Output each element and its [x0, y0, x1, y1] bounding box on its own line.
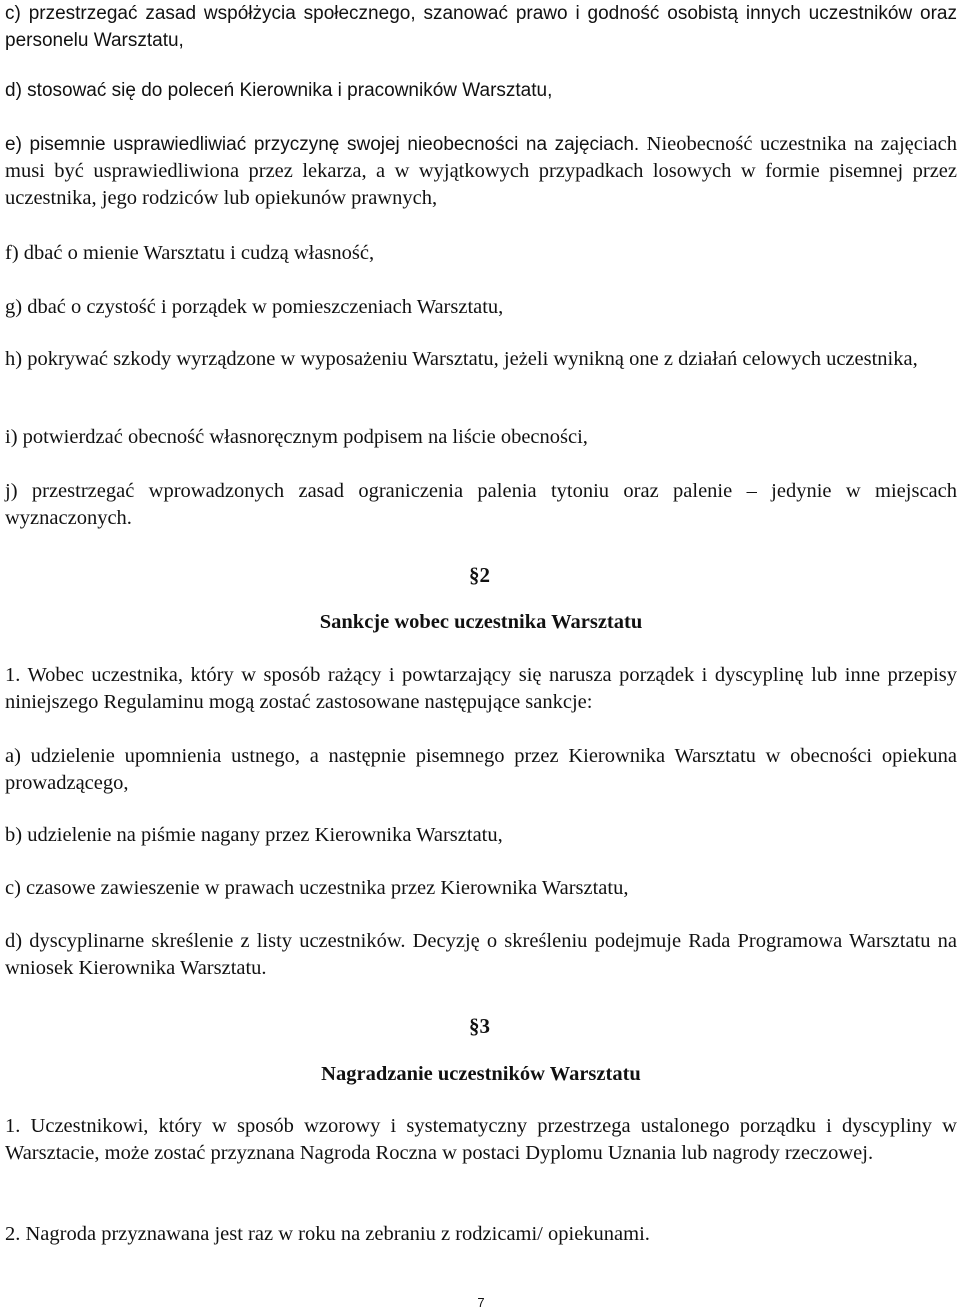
- page-number: 7: [477, 1295, 485, 1310]
- duty-f: f) dbać o mienie Warsztatu i cudzą własność,: [5, 242, 375, 264]
- duty-d: d) stosować się do poleceń Kierownika i pracowników Warsztatu,: [5, 80, 553, 101]
- reward-paragraph-2: 2. Nagroda przyznawana jest raz w roku na zebraniu z rodzicami/ opiekunami.: [5, 1223, 650, 1245]
- sanction-a: a) udzielenie upomnienia ustnego, a następnie pisemnego przez Kierownika Warsztatu w obecności opiekuna prowadzącego,: [5, 745, 957, 794]
- section-3-title: Nagradzanie uczestników Warsztatu: [321, 1063, 641, 1085]
- duty-e: [5, 131, 957, 212]
- duty-h: h) pokrywać szkody wyrządzone w wyposażeniu Warsztatu, jeżeli wynikną one z działań celowych uczestnika,: [5, 348, 918, 370]
- section-3-mark: §3: [469, 1014, 490, 1038]
- sanction-c: c) czasowe zawieszenie w prawach uczestnika przez Kierownika Warsztatu,: [5, 877, 629, 899]
- duty-j: j) przestrzegać wprowadzonych zasad ograniczenia palenia tytoniu oraz palenie – jedynie w miejscach wyznaczonych.: [5, 480, 957, 529]
- section-2-title: Sankcje wobec uczestnika Warsztatu: [319, 611, 643, 633]
- duty-i: i) potwierdzać obecność własnoręcznym podpisem na liście obecności,: [5, 426, 588, 448]
- sanction-d: d) dyscyplinarne skreślenie z listy uczestników. Decyzję o skreśleniu podejmuje Rada Programowa Warsztatu na wniosek Kierownika Warsztatu.: [5, 930, 957, 979]
- duty-e-main: e) pisemnie usprawiedliwiać przyczynę swojej nieobecności na zajęciach.: [5, 134, 640, 155]
- sanctions-intro: 1. Wobec uczestnika, który w sposób rażący i powtarzający się narusza porządek i dyscyplinę lub inne przepisy niniejszego Regulaminu mogą zostać zastosowane następujące sankcje:: [5, 664, 957, 713]
- sanction-b: b) udzielenie na piśmie nagany przez Kierownika Warsztatu,: [5, 824, 503, 846]
- section-2-mark: §2: [469, 563, 490, 587]
- duty-c: c) przestrzegać zasad współżycia społecznego, szanować prawo i godność osobistą innych uczestników oraz personelu Warsztatu,: [5, 3, 957, 51]
- duty-e-extra: Nieobecność uczestnika na zajęciach musi być usprawiedliwiona przez lekarza, a w wyjątkowych przypadkach losowych w formie pisemnej przez uczestnika, jego rodziców lub opiekunów prawnych,: [5, 133, 957, 209]
- reward-paragraph-1: 1. Uczestnikowi, który w sposób wzorowy i systematyczny przestrzega ustalonego porządku i dyscypliny w Warsztacie, może zostać przyznana Nagroda Roczna w postaci Dyplomu Uznania lub nagrody rzeczowej.: [5, 1115, 957, 1164]
- duty-g: g) dbać o czystość i porządek w pomieszczeniach Warsztatu,: [5, 296, 504, 318]
